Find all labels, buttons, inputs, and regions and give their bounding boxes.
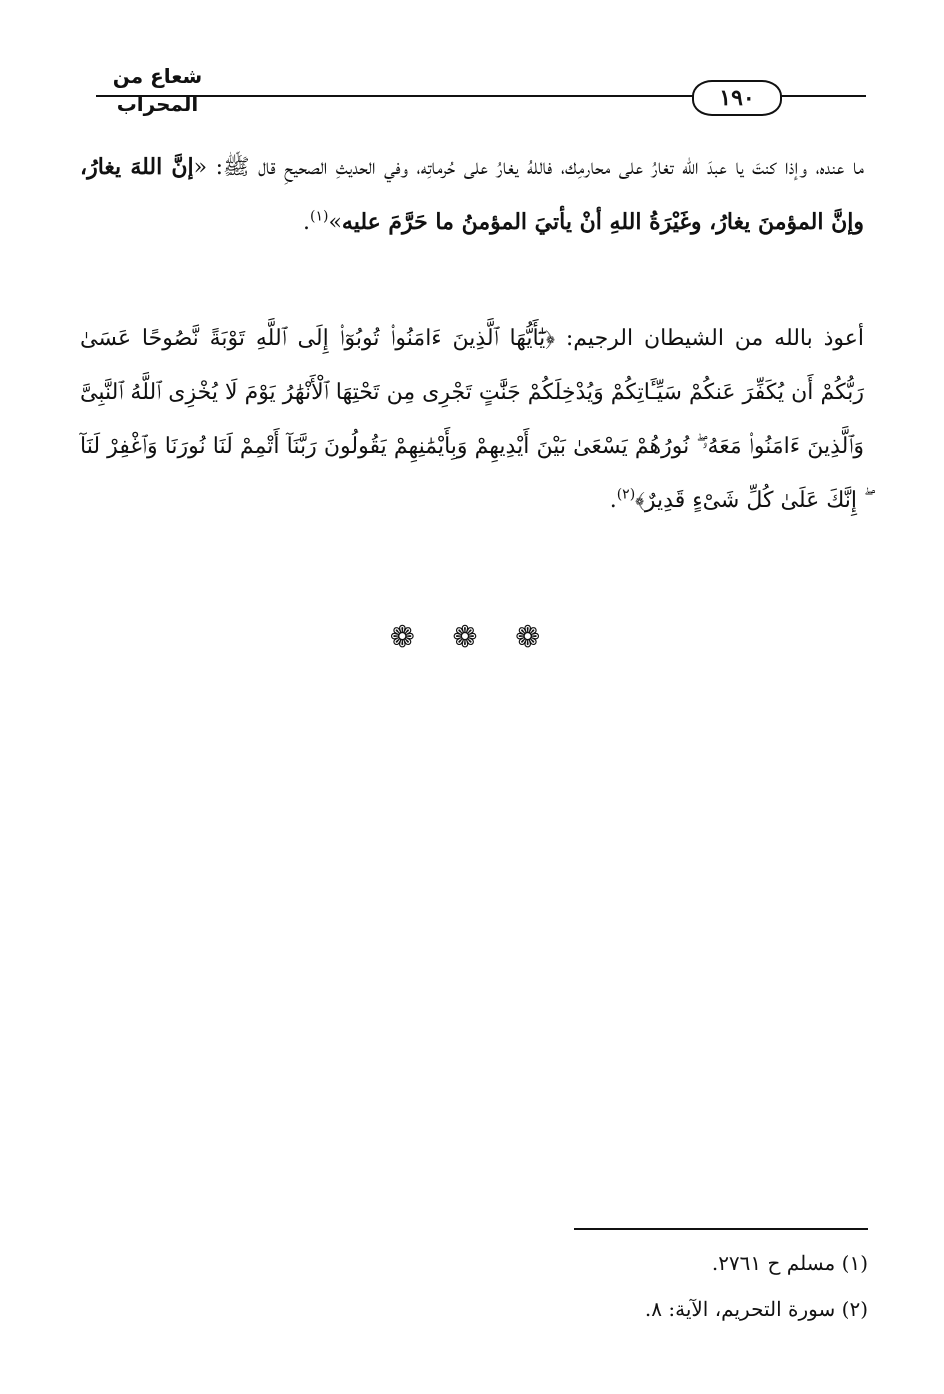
footnote-1: (١) مسلم ح ٢٧٦١. — [711, 1251, 868, 1275]
footnote-2: (٢) سورة التحريم، الآية: ٨. — [644, 1297, 868, 1321]
sentence-end: . — [302, 210, 310, 235]
paragraph-intro: ما عنده، وإذا كنتَ يا عبدَ الله تغارُ على محارمِك، فاللهُ يغارُ على حُرماتِه، وفي الحديثِ الصحيحِ قال ﷺ: « — [193, 155, 864, 180]
paragraph-verse — [80, 312, 864, 528]
page-number: ١٩٠ — [692, 80, 782, 116]
paragraph-intro: أعوذ بالله من الشيطان الرجيم: ﴿ — [545, 326, 864, 351]
paragraph-hadith — [80, 140, 864, 250]
quran-verse: يَٰٓأَيُّهَا ٱلَّذِينَ ءَامَنُوا۟ تُوبُوٓا۟ إِلَى ٱللَّهِ تَوْبَةً نَّصُوحًا عَسَىٰ رَبُّكُمْ أَن يُكَفِّرَ عَنكُمْ سَيِّـَٔاتِكُمْ وَيُدْخِلَكُمْ جَنَّٰتٍ تَجْرِى مِن تَحْتِهَا ٱلْأَنْهَٰرُ يَوْمَ لَا يُخْزِى ٱللَّهُ ٱلنَّبِىَّ وَٱلَّذِينَ ءَامَنُوا۟ مَعَهُۥ ۖ نُورُهُمْ يَسْعَىٰ بَيْنَ أَيْدِيهِمْ وَبِأَيْمَٰنِهِمْ يَقُولُونَ رَبَّنَآ أَتْمِمْ لَنَا نُورَنَا وَٱغْفِرْ لَنَآ ۖ إِنَّكَ عَلَىٰ كُلِّ شَىْءٍ قَدِيرٌ — [80, 326, 864, 513]
footnote-ref-1: (١) — [309, 208, 329, 225]
footnote-rule — [574, 1228, 868, 1230]
sentence-end: . — [609, 488, 617, 513]
quote-close: » — [328, 210, 342, 235]
flower-ornament-divider: ❁ ❁ ❁ — [389, 620, 555, 655]
footnote-ref-2: (٢) — [616, 486, 636, 503]
verse-bracket-close: ﴾ — [635, 488, 645, 513]
running-title: شعاع من المحراب — [112, 64, 203, 116]
footnotes — [368, 1240, 868, 1332]
hadith-text: إنَّ اللهَ يغارُ، وإنَّ المؤمنَ يغارُ، وغَيْرَةُ اللهِ أنْ يأتيَ المؤمنُ ما حَرَّمَ عليه — [80, 154, 864, 235]
